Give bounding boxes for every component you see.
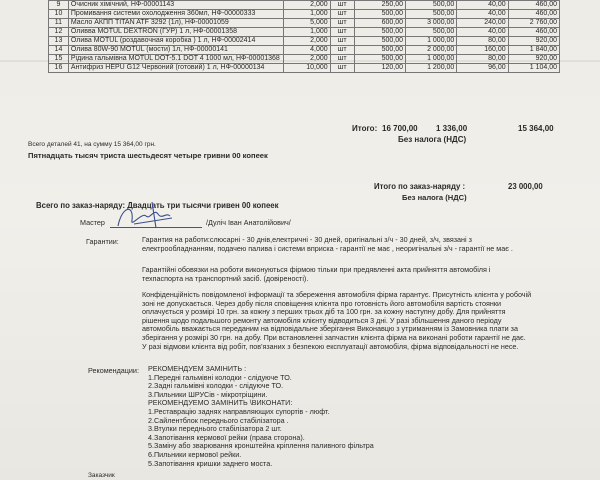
totals-total: 15 364,00 — [518, 124, 554, 133]
recommend-item: 6.Пильники кермової рейки. — [148, 449, 242, 459]
item-sum: 3 000,00 — [406, 19, 457, 28]
item-unit: шт — [330, 19, 354, 28]
item-unit: шт — [330, 64, 354, 73]
item-total: 920,00 — [508, 55, 559, 64]
item-tax: 160,00 — [457, 46, 508, 55]
guarantee-paragraph-1: Гарантия на работи:слюсарні - 30 днів,електричні - 30 дней, оригінальні з/ч - 30 дней, з/ч, звязані з електрообладнанням, подачею палива і системи вприска - гарантії не має , неоригінальні з/ч - гарантії не має . — [142, 235, 513, 253]
item-qty: 2,000 — [283, 37, 330, 46]
recommend-title-2: РЕКОМЕНДУЕМО ЗАМІНИТЬ \ВИКОНАТИ: — [148, 398, 293, 408]
order-total-value: 23 000,00 — [508, 182, 543, 191]
guarantee-paragraph-2: Гарантійні обовязки на роботи виконуються фірмою тільки при предявленні акта прийняття автомобіля і техпаспорта на транспортний засіб. (довіреності). — [142, 265, 491, 283]
item-unit: шт — [330, 55, 354, 64]
item-total: 460,00 — [508, 1, 559, 10]
guarantee-paragraph-3: Конфіденційність повідомленої інформації та збереження автомобіля фірма гарантує. Присутність клієнта у робочій зоні не допускається. Через добу після сповіщення клієнта про готовність його автомобіля вартість стоянки оплачується у розмірі 10 грн. за кожну з перших трьох діб та 100 грн. за кожну наступну добу. Для прийняття рішення щодо подальшого ремонту автомобіля клієнту відводиться 3 дні. У разі збільшення даного періоду автомобіль вважається переданим на відповідальне зберігання Виконавцю з утриманням із Замовника плати за зберігання у розмірі 30 грн. на добу. При встановленні запчастин клієнта фірма на виконані роботи гарантії не дає. У разі відмови клієнта від робіт, пов'язаних з безпекою експлуатації автомобіля, фірма відповідальності не несе. — [142, 290, 532, 351]
item-unit: шт — [330, 37, 354, 46]
item-qty: 2,000 — [283, 55, 330, 64]
item-tax: 80,00 — [457, 55, 508, 64]
item-qty: 1,000 — [283, 28, 330, 37]
item-no: 14 — [49, 46, 69, 55]
item-no: 12 — [49, 28, 69, 37]
item-tax: 240,00 — [457, 19, 508, 28]
item-qty: 5,000 — [283, 19, 330, 28]
item-price: 500,00 — [354, 55, 405, 64]
table-row — [49, 55, 560, 64]
table-row — [49, 19, 560, 28]
item-total: 1 104,00 — [508, 64, 559, 73]
item-name: Антифриз HEPU G12 Червоний (готовий) 1 л, НФ-00000134 — [68, 64, 283, 73]
item-no: 15 — [49, 55, 69, 64]
master-label: Мастер — [80, 218, 105, 227]
item-no: 11 — [49, 19, 69, 28]
item-name: Масло АКПП TITAN ATF 3292 (1л), НФ-00001059 — [68, 19, 283, 28]
item-unit: шт — [330, 1, 354, 10]
signature-mark — [112, 198, 182, 234]
totals-sum: 16 700,00 — [382, 124, 418, 133]
item-sum: 500,00 — [406, 28, 457, 37]
item-total: 460,00 — [508, 10, 559, 19]
item-tax: 96,00 — [457, 64, 508, 73]
order-total-vat-note: Без налога (НДС) — [402, 193, 467, 202]
recommend-item: 3.Втулки переднього стабілізатора 2 шт. — [148, 424, 282, 434]
item-name: Олива 80W-90 MOTUL (мости) 1л, НФ-00000141 — [68, 46, 283, 55]
item-total: 2 760,00 — [508, 19, 559, 28]
recommend-item: 5.Заміну або зварювання кронштейна кріплення паливного фільтра — [148, 441, 374, 451]
item-name: Рідина гальмівна MOTUL DOT-5.1 DOT 4 1000 мл, НФ-00001368 — [68, 55, 283, 64]
totals-label: Итого: — [352, 124, 378, 133]
item-name: Очисник хімічний, НФ-00001143 — [68, 1, 283, 10]
recommendations-block — [148, 365, 448, 468]
guarantee-label: Гарантии: — [86, 237, 119, 246]
item-price: 250,00 — [354, 1, 405, 10]
item-price: 500,00 — [354, 28, 405, 37]
item-price: 120,00 — [354, 64, 405, 73]
table-row — [49, 37, 560, 46]
item-price: 600,00 — [354, 19, 405, 28]
item-sum: 2 000,00 — [406, 46, 457, 55]
recommend-item: 1.Реставрацію заднях направляющих супортів - люфт. — [148, 406, 330, 416]
item-tax: 40,00 — [457, 1, 508, 10]
recommend-item: 4.Запотівання кермової рейки (права сторона). — [148, 432, 305, 442]
master-name: /Дуліч Іван Анатолійович/ — [206, 218, 291, 227]
table-row — [49, 1, 560, 10]
grand-total-words: Всего по заказ-наряду: Двадцать три тысячи гривен 00 копеек — [36, 201, 279, 210]
item-sum: 1 000,00 — [406, 55, 457, 64]
order-total-label: Итого по заказ-наряду : — [374, 182, 466, 191]
item-no: 16 — [49, 64, 69, 73]
item-unit: шт — [330, 10, 354, 19]
item-name: Оливва MOTUL DEXTRON (ГУР) 1 л, НФ-00001358 — [68, 28, 283, 37]
item-sum: 500,00 — [406, 1, 457, 10]
item-unit: шт — [330, 46, 354, 55]
item-name: Промивання системи охолодження 360мл, НФ-00000333 — [68, 10, 283, 19]
recommend-item: 5.Запотівання кришки заднего моста. — [148, 458, 273, 468]
recommend-item: 1.Передні гальмівні колодки - слідуюче ТО. — [148, 372, 292, 382]
item-qty: 10,000 — [283, 64, 330, 73]
recommendations-label: Рекомендации: — [88, 366, 139, 375]
totals-tax: 1 336,00 — [436, 124, 468, 133]
item-price: 500,00 — [354, 10, 405, 19]
item-qty: 1,000 — [283, 10, 330, 19]
item-price: 500,00 — [354, 46, 405, 55]
recommend-item: 2.Сайлентблок переднього стабілізатора . — [148, 415, 289, 425]
item-unit: шт — [330, 28, 354, 37]
item-name: Олива MOTUL (роздавочная коробка ) 1 л, НФ-00002414 — [68, 37, 283, 46]
item-sum: 500,00 — [406, 10, 457, 19]
recommend-item: 3.Пильники ШРУСів - мікротріщини. — [148, 389, 268, 399]
item-tax: 40,00 — [457, 10, 508, 19]
recommend-item: 2.Задні гальмівні колодки - слідуюче ТО. — [148, 381, 284, 391]
item-sum: 1 000,00 — [406, 37, 457, 46]
item-sum: 1 200,00 — [406, 64, 457, 73]
item-qty: 4,000 — [283, 46, 330, 55]
item-tax: 40,00 — [457, 28, 508, 37]
item-no: 9 — [49, 1, 69, 10]
item-total: 1 840,00 — [508, 46, 559, 55]
item-total: 920,00 — [508, 37, 559, 46]
item-total: 460,00 — [508, 28, 559, 37]
item-qty: 2,000 — [283, 1, 330, 10]
table-row — [49, 64, 560, 73]
item-tax: 80,00 — [457, 37, 508, 46]
table-row — [49, 28, 560, 37]
recommend-title-1: РЕКОМЕНДУЕМ ЗАМІНИТЬ : — [148, 364, 247, 373]
item-no: 13 — [49, 37, 69, 46]
totals-vat-note: Без налога (НДС) — [398, 135, 467, 144]
table-row — [49, 10, 560, 19]
customer-label: Заказчик — [88, 472, 115, 479]
item-no: 10 — [49, 10, 69, 19]
summary-count: Всего деталей 41, на сумму 15 364,00 грн. — [28, 141, 156, 148]
table-row — [49, 46, 560, 55]
summary-words: Пятнадцать тысяч триста шестьдесят четыре гривни 00 копеек — [28, 151, 268, 160]
item-price: 500,00 — [354, 37, 405, 46]
items-table — [48, 0, 560, 73]
